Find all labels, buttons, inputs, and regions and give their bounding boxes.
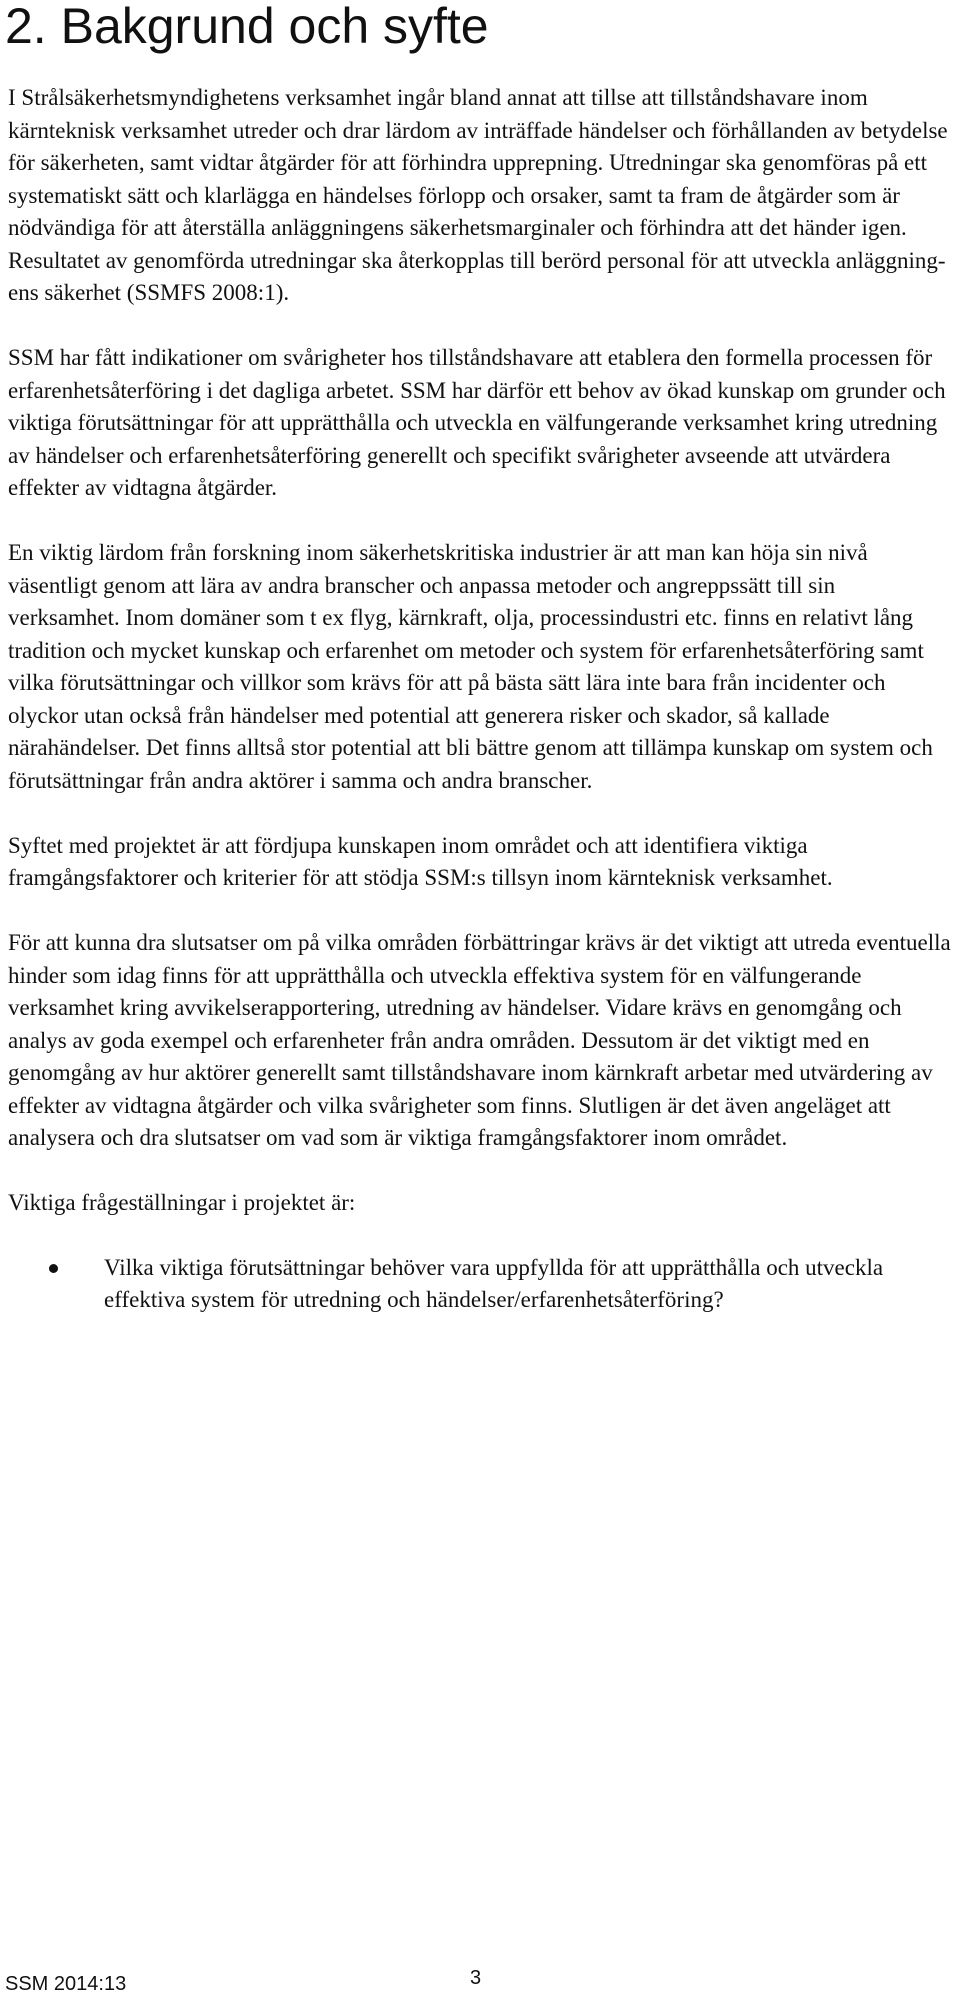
section-heading: 2. Bakgrund och syfte bbox=[5, 0, 489, 54]
paragraph-4: Syftet med projektet är att fördjupa kunskapen inom området och att identifiera viktiga framgångsfaktorer och kriterier för att stödja SSM:s tillsyn inom kärnteknisk verksamhet. bbox=[8, 832, 833, 890]
paragraph-2: SSM har fått indikationer om svårigheter hos tillståndshavare att etablera den formella processen för erfarenhetsåterföring i det dagliga arbetet. SSM har därför ett behov av ökad kunskap om grunder och viktiga förutsättningar för att upprätthålla och utveckla en välfungerande verksamhet kring utredning av händelser och erfarenhetsåterföring generellt och specifikt svårigheter avseende att utvärdera effekter av vidtagna åtgärder. bbox=[8, 345, 946, 500]
question-list bbox=[8, 1252, 952, 1317]
paragraph-3: En viktig lärdom från forskning inom säkerhetskritiska industrier är att man kan höja sin nivå väsentligt genom att lära av andra branscher och anpassa metoder och angreppssätt till sin verksamhet. Inom domäner som t ex flyg, kärnkraft, olja, processindustri etc. finns en relativt lång tradition och mycket kunskap och erfarenhet om metoder och system för erfarenhetsåterföring samt vilka förutsättningar och villkor som krävs för att på bästa sätt lära inte bara från incidenter och olyckor utan också från händelser med potential att generera risker och skador, så kallade närahändelser. Det finns alltså stor potential att bli bättre genom att tillämpa kunskap om system och förutsättningar från andra aktörer i samma och andra branscher. bbox=[8, 540, 933, 793]
list-item bbox=[8, 1252, 952, 1317]
list-item-text: Vilka viktiga förutsättningar behöver vara uppfyllda för att upprätthålla och utveckla effektiva system för utredning och händelser/erfarenhetsåterföring? bbox=[104, 1254, 884, 1312]
paragraph-1: I Strålsäkerhetsmyndighetens verksamhet ingår bland annat att tillse att tillståndshavare inom kärnteknisk verksamhet utreder och drar lärdom av inträffade händelser och förhållanden av betydelse för säkerheten, samt vidtar åtgärder för att förhindra upprepning. Utredningar ska genomföras på ett systematiskt sätt och klarlägga en händelses förlopp och orsaker, samt ta fram de åtgärder som är nödvändiga för att återställa anläggningens säkerhetsmarginaler och förhindra att det händer igen. Resultatet av genomförda utredningar ska återkopplas till berörd personal för att utveckla anläggningens säkerhet (SSMFS 2008:1). bbox=[8, 85, 948, 305]
footer-report-id: SSM 2014:13 bbox=[5, 1973, 127, 1995]
footer-page-number: 3 bbox=[470, 1967, 482, 1989]
body-text bbox=[8, 82, 952, 1317]
bullet-icon bbox=[49, 1264, 58, 1273]
paragraph-6: Viktiga frågeställningar i projektet är: bbox=[8, 1190, 356, 1215]
paragraph-5: För att kunna dra slutsatser om på vilka områden förbättringar krävs är det viktigt att utreda eventuella hinder som idag finns för att upprätthålla och utveckla effektiva system för en välfungerande verksamhet kring avvikelserapportering, utredning av händelser. Vidare krävs en genomgång och analys av goda exempel och erfarenheter från andra områden. Dessutom är det viktigt med en genomgång av hur aktörer generellt samt tillståndshavare inom kärnkraft arbetar med utvärdering av effekter av vidtagna åtgärder och vilka svårigheter som finns. Slutligen är det även angeläget att analysera och dra slutsatser om vad som är viktiga framgångsfaktorer inom området. bbox=[8, 930, 951, 1150]
